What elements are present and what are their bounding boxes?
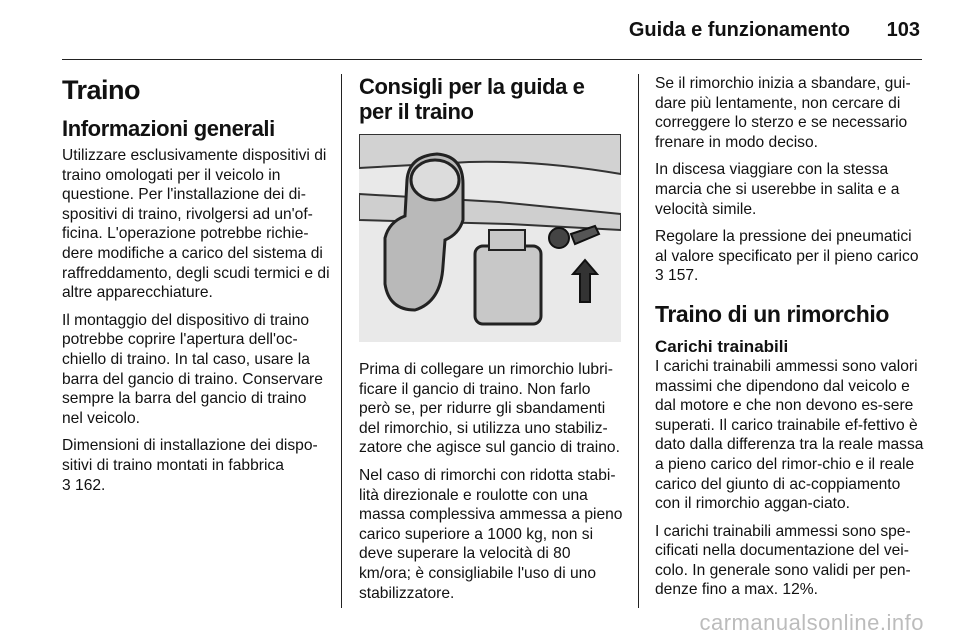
page-number: 103 <box>886 19 920 41</box>
header-title: Guida e funzionamento <box>628 19 850 41</box>
paragraph: Il montaggio del dispositivo di traino potrebbe coprire l'apertura dell'oc-chiello di traino. In tal caso, usare la barra del gancio di traino. Conservare sempre la barra del gancio di traino nel veicolo. <box>62 311 323 427</box>
page-reference[interactable] <box>655 267 698 284</box>
page-reference-number: 162. <box>75 476 106 494</box>
paragraph: Nel caso di rimorchi con ridotta stabi-lità direzionale e roulotte con una massa complessiva ammessa a pieno carico superiore a 1000 kg, non si deve superare la velocità di 80 km/ora; è consigliabile l'uso di uno stabilizzatore. <box>359 466 623 602</box>
paragraph <box>62 436 330 495</box>
section-title-consigli: Consigli per la guida e per il traino <box>359 74 585 124</box>
column-divider-2 <box>638 74 639 608</box>
paragraph: I carichi trainabili ammessi sono spe-cificati nella documentazione del vei-colo. In generale sono validi per pen-denze fino a max. 12%. <box>655 522 911 599</box>
page-reference-number: 157. <box>668 267 699 285</box>
paragraph: Prima di collegare un rimorchio lubri-ficare il gancio di traino. Non farlo però se, per ridurre gli sbandamenti del rimorchio, si utilizza uno stabiliz-zatore che agisce sul gancio di traino. <box>359 361 620 457</box>
paragraph: Se il rimorchio inizia a sbandare, gui-dare più lentamente, non cercare di correggere lo sterzo e se necessario frenare in modo deciso. <box>655 75 911 151</box>
subsection-title-carichi: Carichi trainabili <box>655 336 789 356</box>
subsection-title-informazioni: Informazioni generali <box>62 116 275 141</box>
section-title-traino: Traino <box>62 75 141 105</box>
reference-arrow-icon: 3 <box>655 267 664 285</box>
page-header <box>0 0 960 60</box>
watermark: carmanualsonline.info <box>699 610 924 635</box>
tow-hook-drawing <box>359 134 621 342</box>
reference-arrow-icon: 3 <box>62 476 71 494</box>
paragraph-text: Regolare la pressione dei pneumatici al valore specificato per il pieno carico <box>655 228 919 265</box>
column-2 <box>359 74 623 611</box>
header-rule <box>62 59 922 60</box>
column-1 <box>62 74 330 503</box>
paragraph: Utilizzare esclusivamente dispositivi di traino omologati per il veicolo in questione. Per l'installazione dei di-spositivi di traino, rivolgersi ad un'of-ficina. L'operazione potrebbe richie-dere modifiche a carico del sistema di raffreddamento, degli scudi termici e di altre apparecchiature. <box>62 147 330 302</box>
page-reference[interactable] <box>62 477 105 494</box>
paragraph: I carichi trainabili ammessi sono valori massimi che dipendono dal veicolo e dal motore e che non devono es-sere superati. Il carico trainabile ef-fettivo è dato dalla differenza tra la reale massa a pieno carico del rimor-chio e il reale carico del giunto di ac-coppiamento con il rimorchio aggan-ciato. <box>655 357 924 513</box>
column-3 <box>655 74 925 608</box>
paragraph-text: Dimensioni di installazione dei dispo-sitivi di traino montati in fabbrica <box>62 437 318 474</box>
column-divider-1 <box>341 74 342 608</box>
section-title-traino-rimorchio: Traino di un rimorchio <box>655 300 889 327</box>
paragraph: In discesa viaggiare con la stessa marcia che si userebbe in salita e a velocità simile. <box>655 161 900 218</box>
tow-hook-illustration <box>359 134 621 342</box>
paragraph <box>655 227 925 286</box>
